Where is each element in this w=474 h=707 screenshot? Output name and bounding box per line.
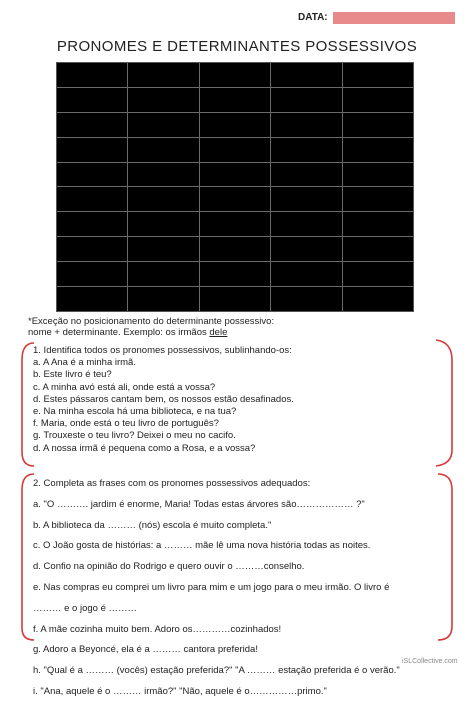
watermark: iSLCollective.com	[402, 658, 458, 665]
exercise-1-item: e. Na minha escola há uma biblioteca, e na tua?	[33, 405, 237, 417]
exercise-2-item: c. O João gosta de histórias: a ……… mãe lê uma nova história todas as noites.	[33, 540, 371, 552]
exercise-2-item: h. "Qual é a ……… (vocês) estação preferida?" "A ……… estação preferida é o verão."	[33, 665, 400, 677]
note-line-2-text: nome + determinante. Exemplo: os irmãos	[28, 327, 210, 338]
exercise-1	[33, 345, 294, 455]
page-title: PRONOMES E DETERMINANTES POSSESSIVOS	[56, 38, 418, 55]
bracket-right-1	[436, 340, 452, 466]
exercise-2-item: ……… e o jogo é ………	[33, 602, 138, 614]
exercise-2-item: i. "Ana, aquele é o ……… irmão?" "Não, aquele é o……………primo."	[33, 685, 327, 697]
exercise-2-item: b. A biblioteca da ……… (nós) escola é muito completa."	[33, 519, 272, 531]
exercise-2-item: f. A mãe cozinha muito bem. Adoro os…………cozinhados!	[33, 623, 282, 635]
exercise-2-item: e. Nas compras eu comprei um livro para mim e um jogo para o meu irmão. O livro é	[33, 581, 390, 593]
exercise-2	[33, 478, 400, 707]
exercise-1-item: a. A Ana é a minha irmã.	[33, 357, 136, 369]
exercise-2-instruction: 2. Completa as frases com os pronomes possessivos adequados:	[33, 478, 311, 489]
exercise-2-item: a. "O ………. jardim é enorme, Maria! Todas estas árvores são……………… ?"	[33, 498, 365, 510]
date-label: DATA:	[298, 12, 328, 23]
exercise-1-item: f. Maria, onde está o teu livro de português?	[33, 418, 219, 430]
exercise-1-item: d. A nossa irmã é pequena como a Rosa, e a vossa?	[33, 442, 256, 454]
note-line-1: *Exceção no posicionamento do determinante possessivo:	[28, 316, 275, 327]
exercise-1-instruction: 1. Identifica todos os pronomes possessivos, sublinhando-os:	[33, 345, 292, 356]
exercise-1-item: c. A minha avó está ali, onde está a vossa?	[33, 381, 216, 393]
bracket-right-2	[438, 474, 452, 640]
exercise-1-item: d. Estes pássaros cantam bem, os nossos estão desafinados.	[33, 393, 294, 405]
exercise-1-item: b. Este livro é teu?	[33, 369, 112, 381]
exercise-2-item: g. Adoro a Beyoncé, ela é a ……… cantora preferida!	[33, 644, 258, 656]
exercise-1-item: g. Trouxeste o teu livro? Deixei o meu no cacifo.	[33, 430, 236, 442]
exercise-2-item: d. Confio na opinião do Rodrigo e quero ouvir o ………conselho.	[33, 561, 305, 573]
note-example-word: dele	[209, 327, 228, 338]
